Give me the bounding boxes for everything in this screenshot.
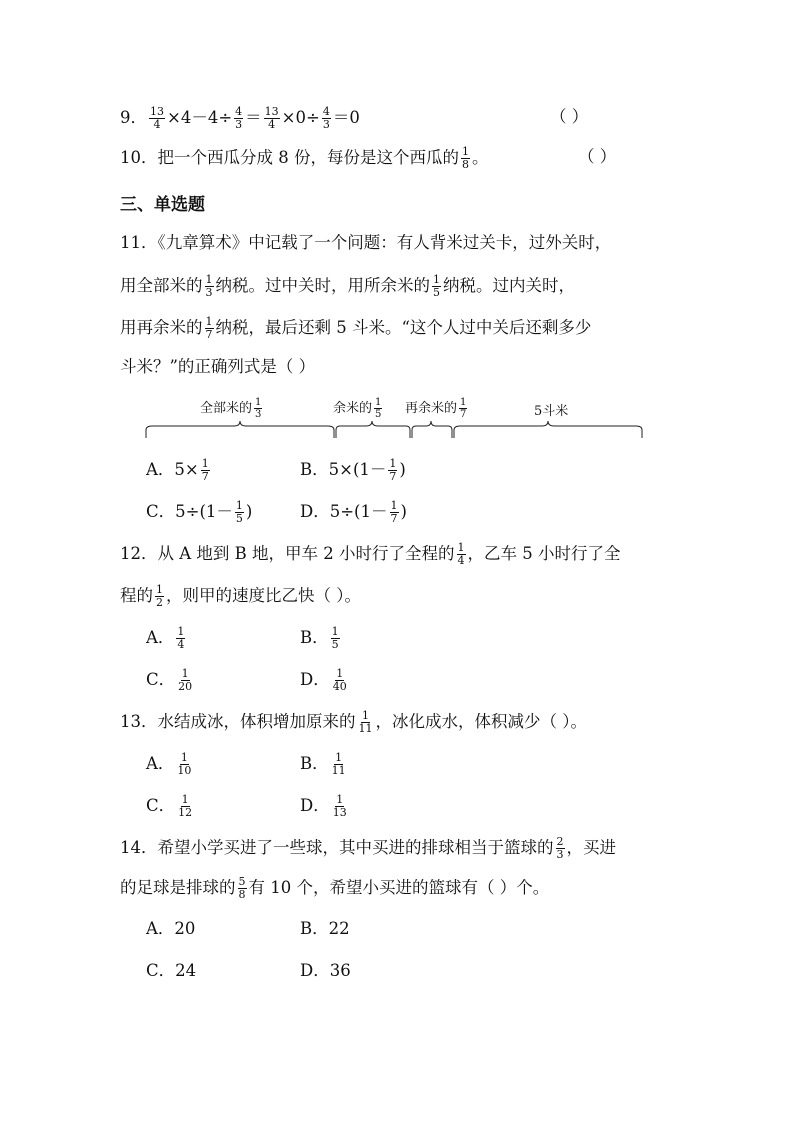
option-a[interactable]: A．5× $\frac{1}{7}$ — [146, 457, 209, 483]
question-9: 9． $\frac{13}{4}$ ×4－4÷ $\frac{4}{3}$ ＝ $\frac{13}{4}$ ×0÷ $\frac{4}{3}$ ＝0 — [120, 105, 360, 131]
question-11-line2: 用全部米的 $\frac{1}{3}$ 纳税。过中关时，用所余米的 $\frac{1}{5}$ 纳税。过内关时， — [120, 273, 575, 299]
segment-diagram — [140, 418, 650, 444]
option-a[interactable]: A． $\frac{1}{10}$ — [146, 751, 192, 777]
fraction: $\frac{13}{4}$ — [150, 105, 164, 131]
fraction: $\frac{1}{5}$ — [433, 273, 440, 299]
option-d[interactable]: D． $\frac{1}{40}$ — [300, 667, 347, 693]
option-b[interactable]: B．22 — [300, 919, 350, 938]
question-14-line2: 的足球是排球的 $\frac{5}{8}$ 有 10 个，希望小买进的篮球有（ ）个。 — [120, 875, 550, 901]
option-c[interactable]: C．24 — [146, 961, 197, 980]
option-d[interactable]: D．36 — [300, 961, 351, 980]
segment-label-4: 5斗米 — [534, 404, 569, 419]
segment-label-2: 余米的 $\frac{1}{5}$ — [333, 397, 382, 420]
option-c[interactable]: C． $\frac{1}{12}$ — [146, 793, 193, 819]
question-13: 13．水结成冰，体积增加原来的 $\frac{1}{11}$ ，冰化成水，体积减少（ ）。 — [120, 709, 587, 735]
answer-blank[interactable]: （ ） — [578, 147, 617, 166]
option-b[interactable]: B．5×(1－ $\frac{1}{7}$ ) — [300, 457, 406, 483]
question-12-line1: 12．从 A 地到 B 地，甲车 2 小时行了全程的 $\frac{1}{4}$ ，乙车 5 小时行了全 — [120, 541, 621, 567]
brace-2 — [336, 421, 410, 438]
question-14-line1: 14．希望小学买进了一些球，其中买进的排球相当于篮球的 $\frac{2}{3}$ ，买进 — [120, 835, 616, 861]
option-a[interactable]: A．20 — [146, 919, 196, 938]
fraction: $\frac{4}{3}$ — [235, 105, 243, 131]
segment-label-3: 再余米的 $\frac{1}{7}$ — [405, 397, 467, 420]
segment-label-1: 全部米的 $\frac{1}{3}$ — [200, 397, 262, 420]
fraction: $\frac{13}{4}$ — [264, 105, 279, 131]
fraction: $\frac{1}{7}$ — [205, 315, 213, 341]
question-11-line1: 11．《九章算术》中记载了一个问题：有人背米过关卡，过外关时， — [120, 233, 612, 252]
option-c[interactable]: C． $\frac{1}{20}$ — [146, 667, 193, 693]
option-d[interactable]: D．5÷(1－ $\frac{1}{7}$ ) — [300, 499, 407, 525]
option-b[interactable]: B． $\frac{1}{5}$ — [300, 625, 339, 651]
brace-3 — [412, 421, 452, 438]
fraction: $\frac{1}{3}$ — [205, 273, 213, 299]
question-12-line2: 程的 $\frac{1}{2}$ ，则甲的速度比乙快（ ）。 — [120, 583, 361, 609]
option-b[interactable]: B． $\frac{1}{11}$ — [300, 751, 346, 777]
question-10: 10．把一个西瓜分成 8 份，每份是这个西瓜的 $\frac{1}{8}$ 。 — [120, 145, 489, 171]
question-11-line4: 斗米？”的正确列式是（ ） — [120, 357, 316, 376]
fraction: $\frac{1}{8}$ — [461, 145, 469, 171]
question-11-line3: 用再余米的 $\frac{1}{7}$ 纳税，最后还剩 5 斗米。“这个人过中关后还剩多少 — [120, 315, 592, 341]
section-heading: 三、单选题 — [120, 195, 205, 215]
fraction: $\frac{4}{3}$ — [322, 105, 330, 131]
answer-blank[interactable]: （ ） — [550, 107, 589, 126]
option-c[interactable]: C．5÷(1－ $\frac{1}{5}$ ) — [146, 499, 253, 525]
brace-4 — [454, 421, 642, 438]
option-a[interactable]: A． $\frac{1}{4}$ — [146, 625, 185, 651]
option-d[interactable]: D． $\frac{1}{13}$ — [300, 793, 347, 819]
brace-1 — [146, 421, 334, 438]
